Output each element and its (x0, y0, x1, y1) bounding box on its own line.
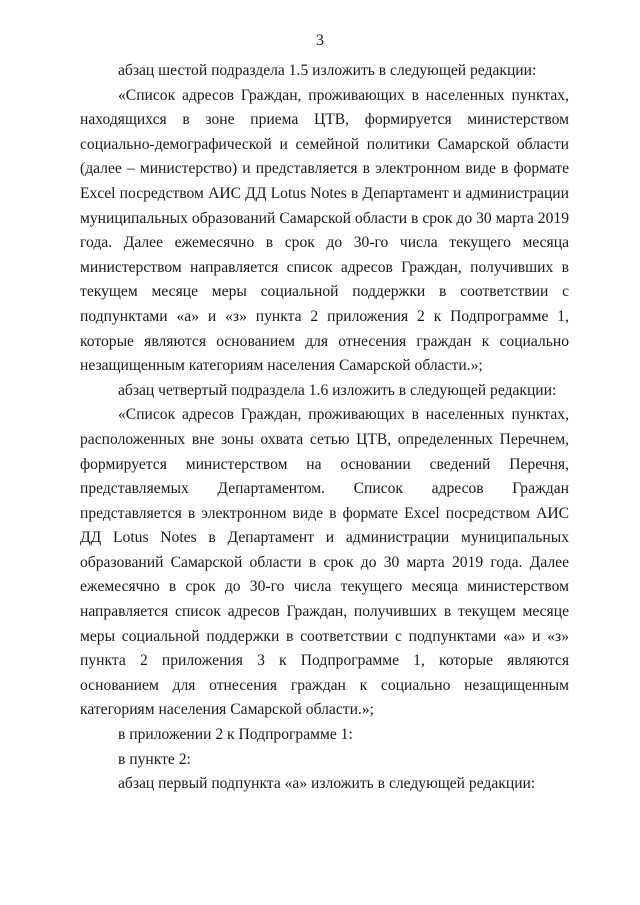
page-number: 3 (316, 32, 324, 49)
paragraph-amend-1-6-heading: абзац четвертый подраздела 1.6 изложить в следующей редакции: (118, 381, 557, 399)
paragraph-subpoint-a-heading: абзац первый подпункта «а» изложить в следующей редакции: (118, 775, 536, 793)
paragraph-amend-1-5-heading: абзац шестой подраздела 1.5 изложить в следующей редакции: (118, 62, 537, 79)
document-body (80, 59, 569, 797)
paragraph-amend-1-5-text: «Список адресов Граждан, проживающих в населенных пунктах, находящихся в зоне приема ЦТВ, формируется министерством социально-демографической и семейной политики Самарской области (далее – министерство) и представляется в электронном виде в формате Excel посредством АИС ДД Lotus Notes в Департамент и администрации муниципальных образований Самарской области в срок до 30 марта 2019 года. Далее ежемесячно в срок до 30-го числа текущего месяца министерством направляется список адресов Граждан, получивших в текущем месяце меры социальной поддержки в соответствии с подпунктами «а» и «з» пункта 2 приложения 2 к Подпрограмме 1, которые являются основанием для отнесения граждан к социально незащищенным категориям населения Самарской области.»; (80, 86, 569, 375)
paragraph-annex-2-heading: в приложении 2 к Подпрограмме 1: (118, 726, 353, 744)
paragraph-amend-1-6-text: «Список адресов Граждан, проживающих в населенных пунктах, расположенных вне зоны охвата сетью ЦТВ, определенных Перечнем, формируется министерством на основании сведений Перечня, представляемых Департаментом. Список адресов Граждан представляется в электронном виде в формате Excel посредством АИС ДД Lotus Notes в Департамент и администрации муниципальных образований Самарской области в срок до 30 марта 2019 года. Далее ежемесячно в срок до 30-го числа текущего месяца министерством направляется список адресов Граждан, получивших в текущем месяце меры социальной поддержки в соответствии с подпунктами «а» и «з» пункта 2 приложения 3 к Подпрограмме 1, которые являются основанием для отнесения граждан к социально незащищенным категориям населения Самарской области.»; (80, 406, 569, 719)
paragraph-point-2-heading: в пункте 2: (118, 750, 191, 768)
